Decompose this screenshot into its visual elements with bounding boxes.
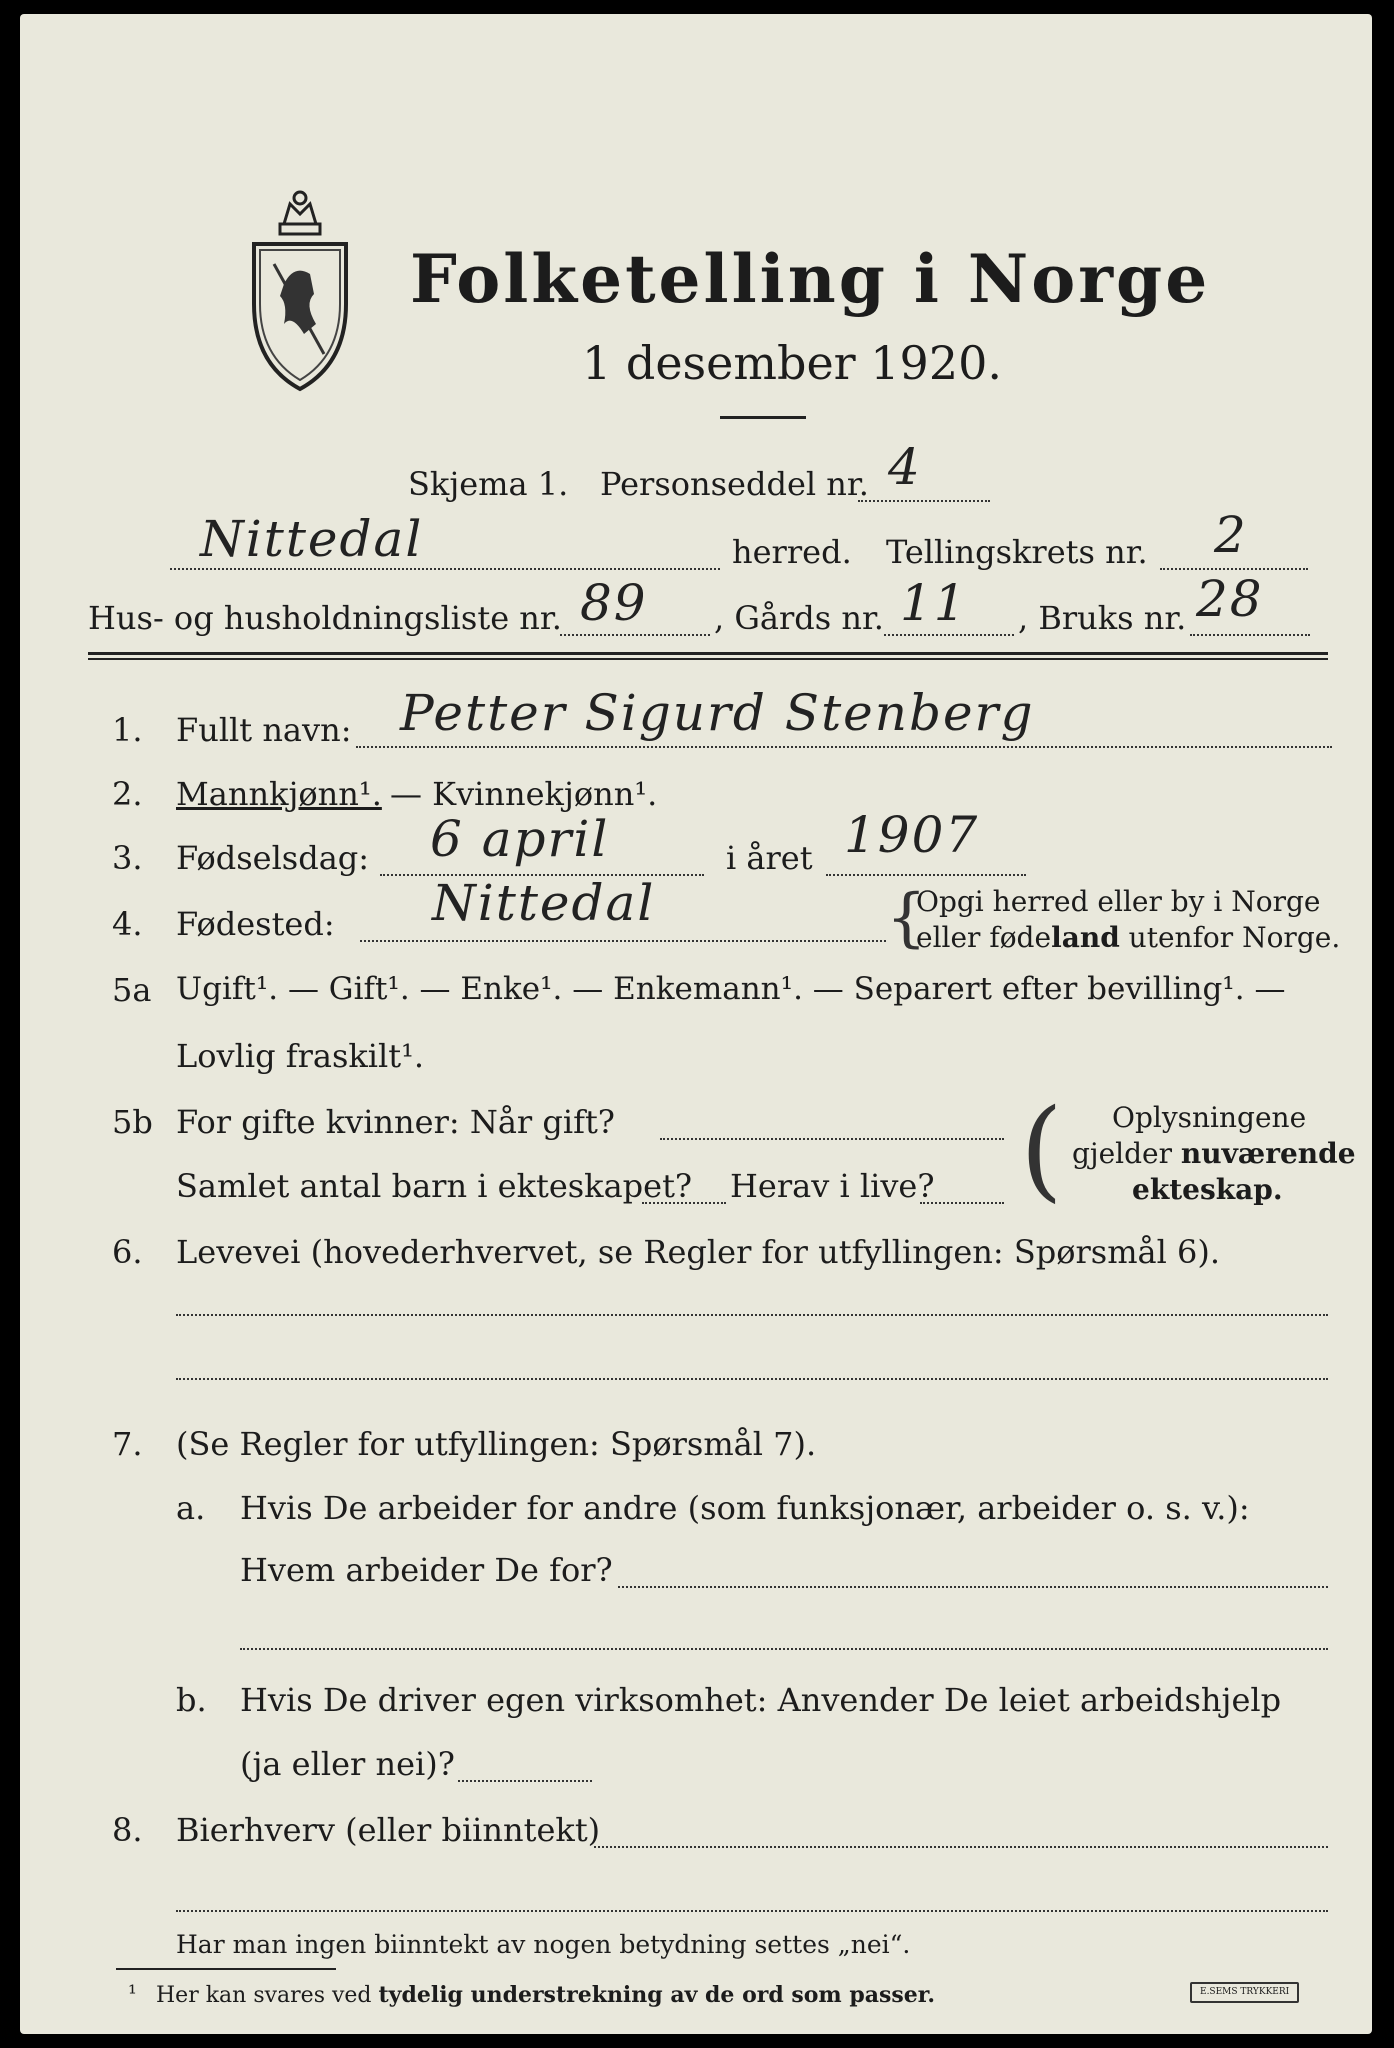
tellingskrets-label: Tellingskrets nr. [886,533,1148,571]
q5b-note-line3: ekteskap. [1132,1173,1283,1206]
q4-brace: { [886,881,927,955]
q7a-line2: Hvem arbeider De for? [240,1551,613,1589]
q8-answer-line2 [176,1910,1328,1912]
q4-note-line2: eller fødeland utenfor Norge. [916,921,1341,954]
q3-year-label: i året [726,839,813,877]
bruks-label: , Bruks nr. [1018,599,1187,637]
birthplace-value: Nittedal [432,874,656,932]
personseddel-value: 4 [888,438,922,496]
census-date: 1 desember 1920. [582,336,1002,390]
q5b-alive-label: Herav i live? [730,1167,935,1205]
q7b-line1: Hvis De driver egen virksomhet: Anvender De leiet arbeidshjelp [240,1681,1282,1719]
birth-day-value: 6 april [430,810,610,868]
q5b-children-line [642,1202,726,1204]
gards-value: 11 [900,574,968,632]
q2-number: 2. [112,775,143,813]
q6-answer-line2 [176,1378,1328,1380]
form-title: Folketelling i Norge [410,240,1211,318]
q1-line [356,746,1332,748]
q6-number: 6. [112,1233,143,1271]
gards-line [884,634,1014,636]
herred-value: Nittedal [200,510,424,568]
q7b-line2: (ja eller nei)? [240,1745,455,1783]
q8-answer-line1 [594,1846,1328,1848]
q5b-alive-line [920,1202,1004,1204]
q2-female-option: — Kvinnekjønn¹. [390,775,658,813]
q5b-bracket: ( [1020,1085,1063,1213]
gards-label: , Gårds nr. [714,599,884,637]
q6-answer-line1 [176,1314,1328,1316]
bruks-value: 28 [1196,570,1264,628]
q6-label: Levevei (hovederhvervet, se Regler for utfyllingen: Spørsmål 6). [176,1233,1221,1271]
hus-label: Hus- og husholdningsliste nr. [88,599,562,637]
header-double-rule-bottom [88,658,1328,660]
q4-note-line1: Opgi herred eller by i Norge [916,885,1321,918]
q4-line [360,940,886,942]
q4-label: Fødested: [176,905,335,943]
q1-label: Fullt navn: [176,711,352,749]
norwegian-coat-of-arms-icon [244,184,356,394]
q5b-children-label: Samlet antal barn i ekteskapet? [176,1167,693,1205]
q5a-number: 5a [112,971,152,1009]
footnote-divider [116,1968,336,1970]
q1-number: 1. [112,711,143,749]
herred-line [170,568,720,570]
bruks-line [1190,634,1310,636]
q3-year-line [826,874,1026,876]
title-divider [720,416,806,419]
q7a-answer-line2 [240,1648,1328,1650]
q5a-options: Ugift¹. — Gift¹. — Enke¹. — Enkemann¹. — Separert efter bevilling¹. — [176,971,1286,1007]
footnote-text: Her kan svares ved tydelig understrekning av de ord som passer. [156,1982,936,2008]
q7b-letter: b. [176,1681,207,1719]
skjema-label: Skjema 1. [408,465,569,503]
q5b-number: 5b [112,1103,153,1141]
q7-number: 7. [112,1425,143,1463]
q5b-note-line1: Oplysningene [1112,1101,1307,1134]
herred-label: herred. [732,533,852,571]
census-form [20,14,1372,2034]
q7b-answer-line [458,1780,592,1782]
q3-label: Fødselsdag: [176,839,370,877]
hus-value: 89 [580,574,648,632]
q2-male-option: Mannkjønn¹. [176,775,382,813]
q5b-line1: For gifte kvinner: Når gift? [176,1103,615,1141]
q8-label: Bierhverv (eller biinntekt) [176,1811,601,1849]
q7a-line1: Hvis De arbeider for andre (som funksjonær, arbeider o. s. v.): [240,1489,1250,1527]
biinntekt-note: Har man ingen biinntekt av nogen betydning settes „nei“. [176,1930,911,1959]
q7a-answer-line1 [618,1586,1328,1588]
birth-year-value: 1907 [844,806,980,864]
header-double-rule-top [88,652,1328,655]
printer-stamp: E.SEMS TRYKKERI [1190,1982,1299,2003]
personseddel-label: Personseddel nr. [600,465,869,503]
q7-label: (Se Regler for utfyllingen: Spørsmål 7). [176,1425,817,1463]
q5b-note-line2: gjelder nuværende [1072,1137,1356,1170]
personseddel-line [858,500,990,502]
q8-number: 8. [112,1811,143,1849]
hus-line [560,634,710,636]
full-name-value: Petter Sigurd Stenberg [400,684,1035,742]
footnote-mark: ¹ [128,1982,137,2007]
tellingskrets-value: 2 [1214,506,1248,564]
q5a-options-line2: Lovlig fraskilt¹. [176,1037,425,1075]
q5b-married-line [660,1138,1004,1140]
q3-number: 3. [112,839,143,877]
q7a-letter: a. [176,1489,206,1527]
q4-number: 4. [112,905,143,943]
